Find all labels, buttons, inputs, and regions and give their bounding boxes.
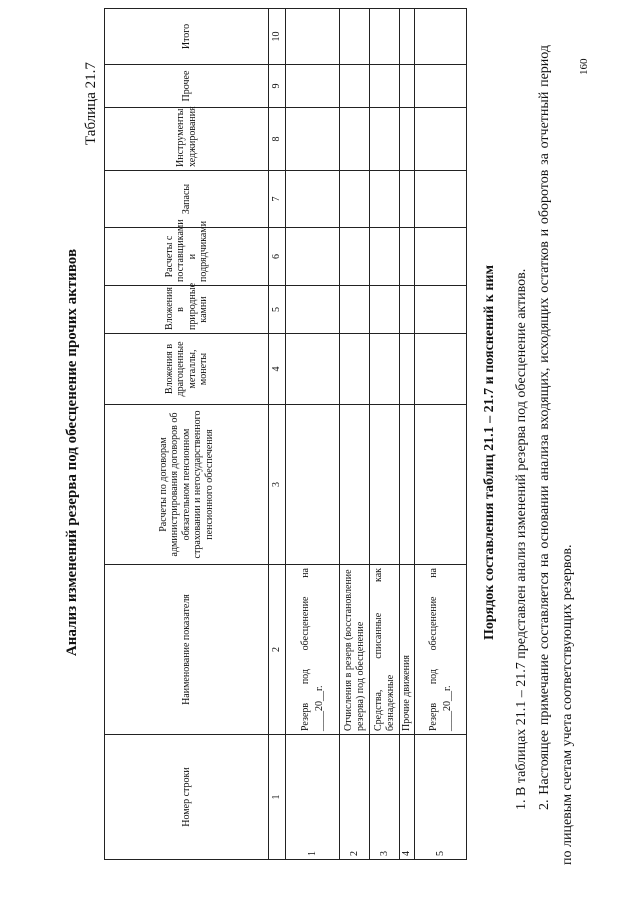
reserve-table: [104, 8, 467, 860]
column-number: 10: [269, 9, 286, 65]
cell: [286, 108, 340, 171]
column-number: 4: [269, 334, 286, 405]
column-number: 5: [269, 286, 286, 334]
cell: [370, 108, 400, 171]
header-col8: Инструменты хеджирования: [105, 108, 269, 171]
header-col7: Запасы: [105, 171, 269, 228]
header-col3: Расчеты по договорам администрирования договоров об обязательном пенсионном страховании и негосударственного пенсионного обеспечения: [105, 405, 269, 565]
header-col10: Итого: [105, 9, 269, 65]
row-number: 4: [400, 735, 415, 860]
cell: [415, 405, 467, 565]
column-number: 9: [269, 65, 286, 108]
row-indicator: [286, 565, 340, 735]
cell: [415, 9, 467, 65]
cell: [400, 334, 415, 405]
cell: [370, 286, 400, 334]
table-row: [415, 9, 467, 860]
cell: [415, 334, 467, 405]
page-title: Анализ изменений резерва под обесценение прочих активов: [64, 248, 80, 657]
cell: [370, 334, 400, 405]
cell: [400, 108, 415, 171]
page-number: 160: [578, 58, 590, 75]
cell: [340, 286, 370, 334]
cell: [340, 334, 370, 405]
column-number: 6: [269, 228, 286, 286]
column-number: 3: [269, 405, 286, 565]
cell: [370, 65, 400, 108]
cell: [340, 65, 370, 108]
row-indicator-line2: ____20__г.: [441, 685, 453, 731]
column-number-row: [269, 9, 286, 860]
paragraph-1: 1. В таблицах 21.1 – 21.7 представлен анализ изменений резерва под обесценение активов.: [514, 268, 529, 810]
cell: [400, 65, 415, 108]
cell: [286, 334, 340, 405]
row-indicator-line1: Резерв под обесценение на: [428, 568, 439, 731]
row-number: 5: [415, 735, 467, 860]
cell: [286, 405, 340, 565]
cell: [340, 405, 370, 565]
row-indicator: [415, 565, 467, 735]
row-indicator: Отчисления в резерв (восстановление резерва) под обесценение: [340, 565, 370, 735]
cell: [370, 228, 400, 286]
header-row-number: Номер строки: [105, 735, 269, 860]
cell: [340, 9, 370, 65]
cell: [340, 108, 370, 171]
cell: [340, 171, 370, 228]
column-number: 2: [269, 565, 286, 735]
cell: [370, 9, 400, 65]
row-indicator: [370, 565, 400, 735]
table-row: [286, 9, 340, 860]
header-col6: Расчеты с поставщиками и подрядчиками: [105, 228, 269, 286]
cell: [340, 228, 370, 286]
column-number: 8: [269, 108, 286, 171]
section-title: Порядок составления таблиц 21.1 – 21.7 и пояснений к ним: [482, 264, 497, 641]
table-row: [340, 9, 370, 860]
cell: [370, 171, 400, 228]
row-number: 3: [370, 735, 400, 860]
column-number: 1: [269, 735, 286, 860]
cell: [400, 9, 415, 65]
header-col4: Вложения в драгоценные металлы, монеты: [105, 334, 269, 405]
cell: [286, 286, 340, 334]
row-indicator-line1: Резерв под обесценение на: [300, 568, 311, 731]
cell: [400, 405, 415, 565]
row-number: 1: [286, 735, 340, 860]
row-number: 2: [340, 735, 370, 860]
paragraph-2: 2. Настоящее примечание составляется на основании анализа входящих, исходящих остатков и оборотов за отчетный период по лицевым счетам учета соответствующих резервов.: [537, 45, 575, 865]
cell: [370, 405, 400, 565]
cell: [286, 228, 340, 286]
table-label: Таблица 21.7: [83, 62, 99, 145]
cell: [415, 171, 467, 228]
row-indicator: Прочие движения: [400, 565, 415, 735]
cell: [415, 65, 467, 108]
header-indicator: Наименование показателя: [105, 565, 269, 735]
header-col5: Вложения в природные камни: [105, 286, 269, 334]
cell: [286, 9, 340, 65]
cell: [400, 228, 415, 286]
row-indicator-line2: ____20__г.: [313, 685, 325, 731]
row-indicator-line1: Средства, списанные как: [373, 568, 384, 731]
cell: [286, 171, 340, 228]
cell: [400, 286, 415, 334]
table-row: [370, 9, 400, 860]
cell: [415, 228, 467, 286]
cell: [415, 108, 467, 171]
row-indicator-line2: безнадежные: [384, 674, 396, 731]
column-number: 7: [269, 171, 286, 228]
cell: [415, 286, 467, 334]
table-row: [400, 9, 415, 860]
cell: [400, 171, 415, 228]
cell: [286, 65, 340, 108]
header-col9: Прочее: [105, 65, 269, 108]
header-row: [105, 9, 269, 860]
